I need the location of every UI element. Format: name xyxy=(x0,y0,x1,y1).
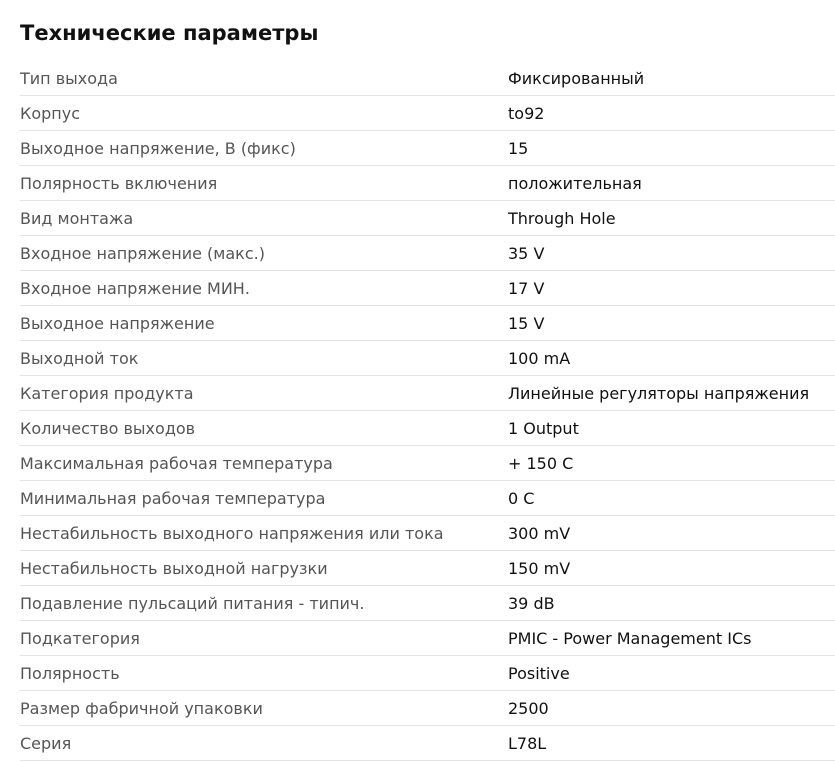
spec-row xyxy=(20,131,835,166)
spec-row xyxy=(20,376,835,411)
spec-row xyxy=(20,61,835,96)
spec-value: PMIC - Power Management ICs xyxy=(508,628,752,648)
spec-row xyxy=(20,306,835,341)
spec-row xyxy=(20,516,835,551)
spec-value: Линейные регуляторы напряжения xyxy=(508,383,810,403)
spec-name: Полярность xyxy=(20,663,120,683)
spec-name: Входное напряжение МИН. xyxy=(20,278,250,298)
spec-name: Подкатегория xyxy=(20,628,140,648)
spec-row xyxy=(20,551,835,586)
spec-value: Positive xyxy=(508,663,570,683)
spec-row xyxy=(20,656,835,691)
spec-value: 150 mV xyxy=(508,558,571,578)
spec-row xyxy=(20,621,835,656)
spec-name: Нестабильность выходной нагрузки xyxy=(20,558,328,578)
spec-value: 300 mV xyxy=(508,523,571,543)
spec-name: Тип выхода xyxy=(20,68,118,88)
spec-name: Размер фабричной упаковки xyxy=(20,698,263,718)
spec-value: 2500 xyxy=(508,698,549,718)
spec-value: 39 dB xyxy=(508,593,555,613)
spec-value: Through Hole xyxy=(508,208,616,228)
spec-value: 0 C xyxy=(508,488,535,508)
spec-name: Максимальная рабочая температура xyxy=(20,453,333,473)
spec-row xyxy=(20,341,835,376)
spec-name: Категория продукта xyxy=(20,383,194,403)
spec-value: to92 xyxy=(508,103,545,123)
spec-value: + 150 C xyxy=(508,453,574,473)
spec-name: Полярность включения xyxy=(20,173,218,193)
spec-value: 15 V xyxy=(508,313,545,333)
specs-table xyxy=(20,61,835,761)
spec-name: Минимальная рабочая температура xyxy=(20,488,326,508)
spec-name: Серия xyxy=(20,733,72,753)
spec-row xyxy=(20,691,835,726)
spec-name: Подавление пульсаций питания - типич. xyxy=(20,593,365,613)
spec-name: Выходное напряжение xyxy=(20,313,215,333)
spec-name: Нестабильность выходного напряжения или тока xyxy=(20,523,444,543)
spec-value: 15 xyxy=(508,138,529,158)
spec-value: 100 mA xyxy=(508,348,571,368)
spec-row xyxy=(20,166,835,201)
spec-value: 1 Output xyxy=(508,418,579,438)
section-title: Технические параметры xyxy=(20,21,319,45)
spec-value: L78L xyxy=(508,733,547,753)
spec-name: Количество выходов xyxy=(20,418,196,438)
spec-value: положительная xyxy=(508,173,642,193)
spec-name: Корпус xyxy=(20,103,81,123)
spec-row xyxy=(20,481,835,516)
spec-value: 17 V xyxy=(508,278,545,298)
spec-row xyxy=(20,411,835,446)
spec-row xyxy=(20,236,835,271)
spec-row xyxy=(20,96,835,131)
spec-name: Входное напряжение (макс.) xyxy=(20,243,265,263)
spec-name: Вид монтажа xyxy=(20,208,134,228)
spec-value: 35 V xyxy=(508,243,545,263)
spec-row xyxy=(20,446,835,481)
spec-name: Выходное напряжение, В (фикс) xyxy=(20,138,296,158)
spec-row xyxy=(20,271,835,306)
spec-row xyxy=(20,201,835,236)
spec-row xyxy=(20,586,835,621)
spec-name: Выходной ток xyxy=(20,348,139,368)
spec-row xyxy=(20,726,835,761)
spec-value: Фиксированный xyxy=(508,68,645,88)
